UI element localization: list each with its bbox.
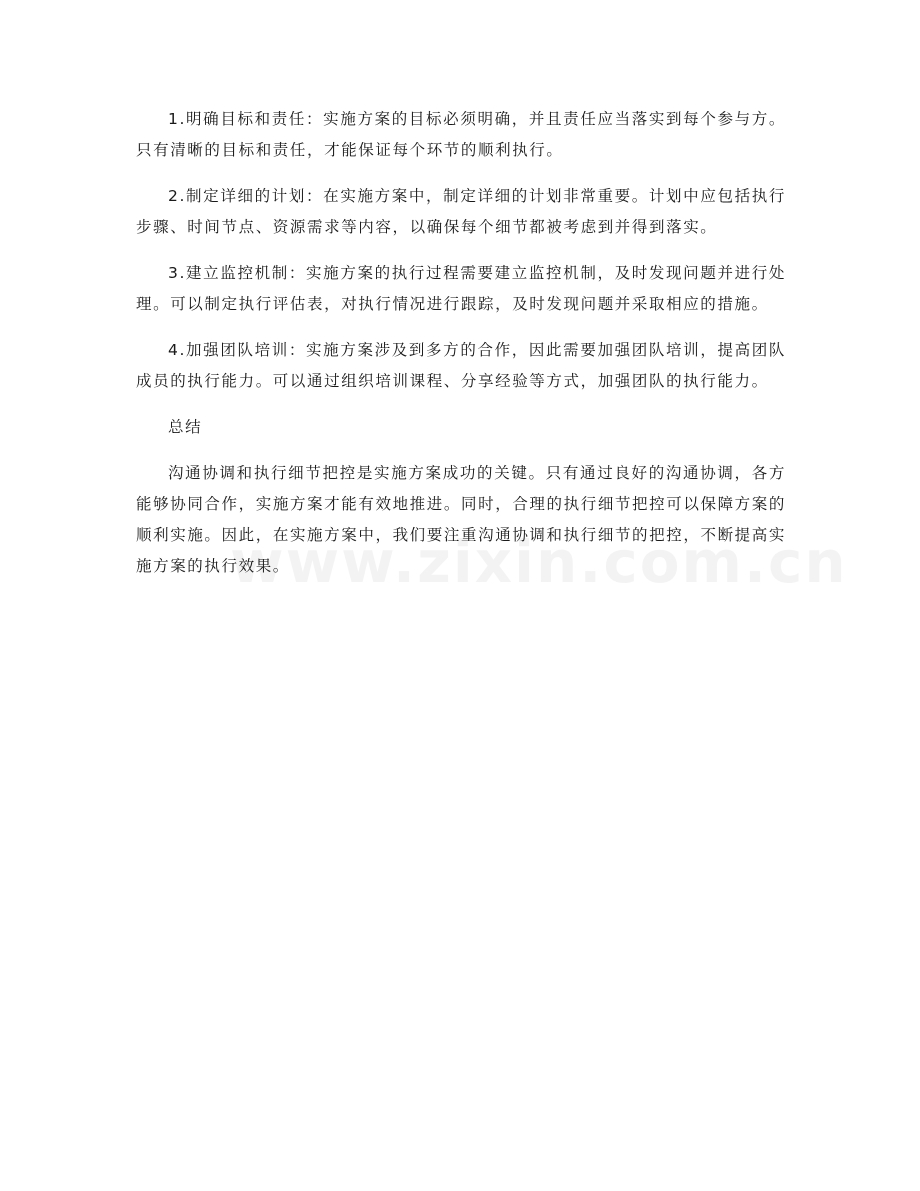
paragraph-point-4: 4.加强团队培训：实施方案涉及到多方的合作，因此需要加强团队培训，提高团队成员的执行能力。可以通过组织培训课程、分享经验等方式，加强团队的执行能力。 — [136, 341, 786, 390]
summary-heading: 总结 — [168, 418, 203, 436]
summary-paragraph: 沟通协调和执行细节把控是实施方案成功的关键。只有通过良好的沟通协调，各方能够协同合作，实施方案才能有效地推进。同时，合理的执行细节把控可以保障方案的顺利实施。因此，在实施方案中，我们要注重沟通协调和执行细节的把控，不断提高实施方案的执行效果。 — [136, 464, 786, 575]
paragraph-point-3: 3.建立监控机制：实施方案的执行过程需要建立监控机制，及时发现问题并进行处理。可以制定执行评估表，对执行情况进行跟踪，及时发现问题并采取相应的措施。 — [136, 264, 786, 313]
document-body — [136, 104, 786, 597]
paragraph-point-2: 2.制定详细的计划：在实施方案中，制定详细的计划非常重要。计划中应包括执行步骤、时间节点、资源需求等内容，以确保每个细节都被考虑到并得到落实。 — [136, 187, 786, 236]
paragraph-point-1: 1.明确目标和责任：实施方案的目标必须明确，并且责任应当落实到每个参与方。只有清晰的目标和责任，才能保证每个环节的顺利执行。 — [136, 110, 786, 159]
